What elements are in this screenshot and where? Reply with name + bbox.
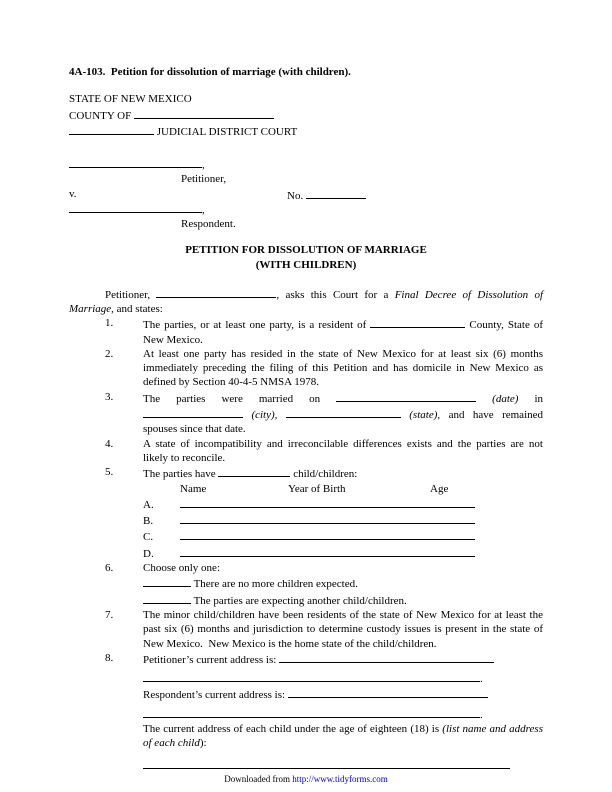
item-7 (69, 608, 543, 651)
choose-one-label: Choose only one: (143, 562, 220, 575)
period: . (480, 708, 483, 721)
item-2 (69, 347, 543, 390)
case-number-label: No. (287, 189, 304, 202)
city-hint: (city), (251, 409, 278, 422)
children-address-blank (143, 757, 510, 769)
item-3-conn: in (534, 392, 544, 405)
item-7-text: The minor child/children have been residents of the state of New Mexico for at least the past six (6) months and jurisdiction to determine custody issues is present in the state of New Mexico. New Mexico is the home state of the child/children. (143, 608, 543, 650)
item-3-tail: and have remained spouses since that date. (143, 409, 544, 436)
respondent-label: Respondent. (181, 218, 236, 231)
option-expecting-child-text: The parties are expecting another child/children. (193, 594, 407, 607)
document-title (69, 243, 543, 273)
item-2-text: At least one party has resided in the state of New Mexico for at least six (6) months immediately preceding the filing of this Petition and has domicile in New Mexico as defined by Section 40-4-5 NMSA 1978. (143, 347, 543, 389)
children-address-hint: (list name and address of each child (143, 722, 543, 750)
judicial-district-line (69, 123, 543, 139)
children-table-header (143, 482, 543, 496)
option-no-more-children-text: There are no more children expected. (193, 578, 358, 591)
child-row-a-blank (180, 496, 475, 508)
county-label: COUNTY OF (69, 109, 132, 122)
item-8-number: 8. (105, 651, 114, 664)
petitioner-address-label: Petitioner’s current address is: (143, 653, 277, 666)
period: . (480, 673, 483, 686)
item-4-text: A state of incompatibility and irreconcilable differences exists and the parties are not likely to reconcile. (143, 437, 543, 464)
versus-line (69, 187, 543, 201)
comma: , (202, 204, 205, 217)
date-hint: (date) (492, 392, 519, 405)
child-row-b (143, 512, 543, 528)
item-6 (69, 561, 543, 608)
children-count-line (143, 465, 543, 481)
child-row-d (143, 545, 543, 561)
petitioner-designation (69, 172, 543, 186)
marriage-date-blank (336, 390, 476, 402)
residence-county-blank (370, 316, 465, 328)
versus-label: v. (69, 187, 77, 200)
item-5-text-pre: The parties have (143, 468, 216, 481)
option-expecting-child (143, 592, 543, 608)
judicial-district-blank (69, 123, 154, 135)
petitioner-label: Petitioner, (181, 173, 227, 186)
form-content (69, 65, 543, 773)
item-2-number: 2. (105, 347, 114, 360)
respondent-address-line (143, 686, 543, 702)
item-7-number: 7. (105, 608, 114, 621)
child-row-a-label: A. (143, 498, 154, 511)
child-row-d-blank (180, 545, 475, 557)
marriage-city-blank (143, 406, 243, 418)
item-4 (69, 437, 543, 466)
item-1 (69, 316, 543, 347)
marriage-state-blank (286, 406, 401, 418)
item-4-number: 4. (105, 437, 114, 450)
item-5-number: 5. (105, 466, 114, 479)
child-row-c (143, 528, 543, 544)
intro-tail: and states: (116, 302, 163, 315)
petitioner-address-blank (279, 651, 494, 663)
case-caption (69, 156, 543, 231)
respondent-address-blank (288, 686, 488, 698)
document-title-line2: (WITH CHILDREN) (255, 258, 357, 271)
case-number-group (287, 187, 366, 203)
item-6-number: 6. (105, 562, 114, 575)
option-expecting-child-blank (143, 592, 191, 604)
petitioner-address-blank-2 (143, 670, 480, 682)
respondent-address-label: Respondent’s current address is: (143, 689, 286, 702)
footer-link[interactable]: http://www.tidyforms.com (292, 774, 388, 784)
item-3-number: 3. (105, 390, 114, 403)
respondent-designation (69, 217, 543, 231)
column-header-age: Age (430, 482, 449, 495)
document-title-line1: PETITION FOR DISSOLUTION OF MARRIAGE (185, 243, 427, 256)
case-number-blank (306, 187, 366, 199)
petitioner-name-blank (69, 156, 202, 168)
petitioner-name-line (69, 156, 543, 172)
intro-italic-phrase: Final Decree of Dissolution of Marriage, (69, 288, 544, 315)
footer-text: Downloaded from (224, 774, 291, 784)
county-line (69, 107, 543, 123)
item-1-text-post: County, State of New Mexico. (143, 319, 544, 346)
children-count-blank (218, 465, 290, 477)
intro-mid: , asks this Court for a (276, 288, 389, 301)
judicial-district-label: JUDICIAL DISTRICT COURT (156, 125, 298, 138)
intro-lead: Petitioner, (105, 288, 151, 301)
child-row-a (143, 496, 543, 512)
item-3 (69, 390, 543, 437)
item-8 (69, 651, 543, 773)
petitioner-fill-in-blank (156, 286, 276, 298)
children-address-post: ): (199, 737, 207, 750)
petitioner-address-continuation (143, 670, 543, 686)
column-header-year-of-birth: Year of Birth (288, 482, 346, 495)
column-header-name: Name (180, 482, 207, 495)
intro-paragraph (69, 286, 543, 317)
respondent-address-continuation (143, 706, 543, 722)
child-row-c-blank (180, 528, 475, 540)
option-no-more-children-blank (143, 575, 191, 587)
option-no-more-children (143, 575, 543, 591)
child-row-c-label: C. (143, 531, 154, 544)
state-line: STATE OF NEW MEXICO (69, 93, 192, 106)
item-1-text-pre: The parties, or at least one party, is a resident of (143, 319, 367, 332)
county-name-blank (134, 107, 274, 119)
children-address-paragraph (143, 722, 543, 751)
state-hint: (state), (409, 409, 441, 422)
children-address-blank-line (143, 757, 543, 773)
child-row-b-label: B. (143, 515, 154, 528)
item-3-text-pre: The parties were married on (143, 392, 321, 405)
respondent-address-blank-2 (143, 706, 480, 718)
item-1-number: 1. (105, 317, 114, 330)
child-row-b-blank (180, 512, 475, 524)
children-address-pre: The current address of each child under the age of eighteen (18) is (143, 722, 440, 735)
item-5-text-post: child/children: (293, 468, 358, 481)
respondent-name-line (69, 201, 543, 217)
respondent-name-blank (69, 201, 202, 213)
comma: , (202, 159, 205, 172)
child-row-d-label: D. (143, 547, 154, 560)
footer (0, 774, 612, 785)
petitioner-address-line (143, 651, 543, 667)
item-5 (69, 465, 543, 561)
form-heading: 4A-103. Petition for dissolution of marriage (with children). (69, 66, 351, 78)
